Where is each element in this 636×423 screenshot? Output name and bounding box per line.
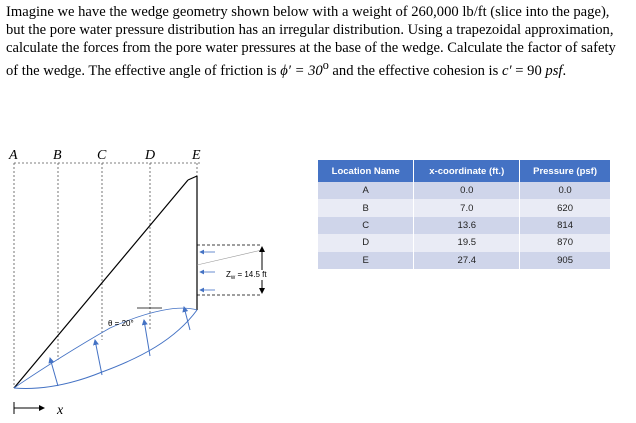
- cell-location: B: [318, 199, 414, 216]
- cell-location: D: [318, 234, 414, 251]
- pressure-curve: [14, 310, 197, 388]
- problem-end: .: [562, 63, 567, 80]
- table-row: [318, 252, 610, 269]
- cell-pressure: 905: [520, 252, 610, 269]
- col-header-pressure: Pressure (psf): [520, 160, 610, 182]
- cell-x: 13.6: [414, 217, 520, 234]
- label-a: A: [9, 148, 18, 163]
- cell-pressure: 0.0: [520, 182, 610, 199]
- theta-label: θ = 20°: [108, 319, 134, 328]
- friction-angle: ϕ′ = 30: [280, 63, 323, 80]
- face-arrows: [200, 252, 215, 290]
- label-c: C: [97, 148, 107, 163]
- label-b: B: [53, 148, 62, 163]
- cell-x: 19.5: [414, 234, 520, 251]
- cell-location: E: [318, 252, 414, 269]
- pressure-table: [318, 160, 610, 269]
- wedge-outline: [14, 176, 197, 388]
- cell-x: 27.4: [414, 252, 520, 269]
- problem-statement: [6, 4, 630, 81]
- table-row: [318, 234, 610, 251]
- label-e: E: [192, 148, 201, 163]
- degree-symbol: o: [322, 58, 329, 73]
- cohesion-value: = 90: [511, 63, 546, 80]
- cohesion-unit: psf: [545, 63, 563, 80]
- cohesion-symbol: c′: [501, 63, 512, 80]
- col-header-location: Location Name: [318, 160, 414, 182]
- col-header-x: x-coordinate (ft.): [414, 160, 520, 182]
- cell-location: A: [318, 182, 414, 199]
- zw-label: $Z_w = 14.5$ ft: [226, 270, 267, 281]
- label-d: D: [145, 148, 156, 163]
- cell-pressure: 870: [520, 234, 610, 251]
- wedge-figure: [0, 140, 310, 423]
- problem-text-mid: and the effective cohesion is: [328, 63, 502, 80]
- cell-pressure: 814: [520, 217, 610, 234]
- x-axis-label: x: [57, 403, 64, 418]
- cell-pressure: 620: [520, 199, 610, 216]
- cell-x: 7.0: [414, 199, 520, 216]
- cell-x: 0.0: [414, 182, 520, 199]
- table-row: [318, 182, 610, 199]
- cell-location: C: [318, 217, 414, 234]
- failure-surface: [14, 308, 197, 388]
- problem-text: Imagine we have the wedge geometry shown below with a weight of 260,000 lb/ft (slice into the page), but the pore water pressure distribution has an irregular distribution. Using a trapezoidal approximation, calculate the forces from the pore water pressures at the base of the wedge. Calculate the factor of safety of the wedge. The effective angle of friction is: [6, 4, 616, 80]
- table-row: [318, 217, 610, 234]
- table-row: [318, 199, 610, 216]
